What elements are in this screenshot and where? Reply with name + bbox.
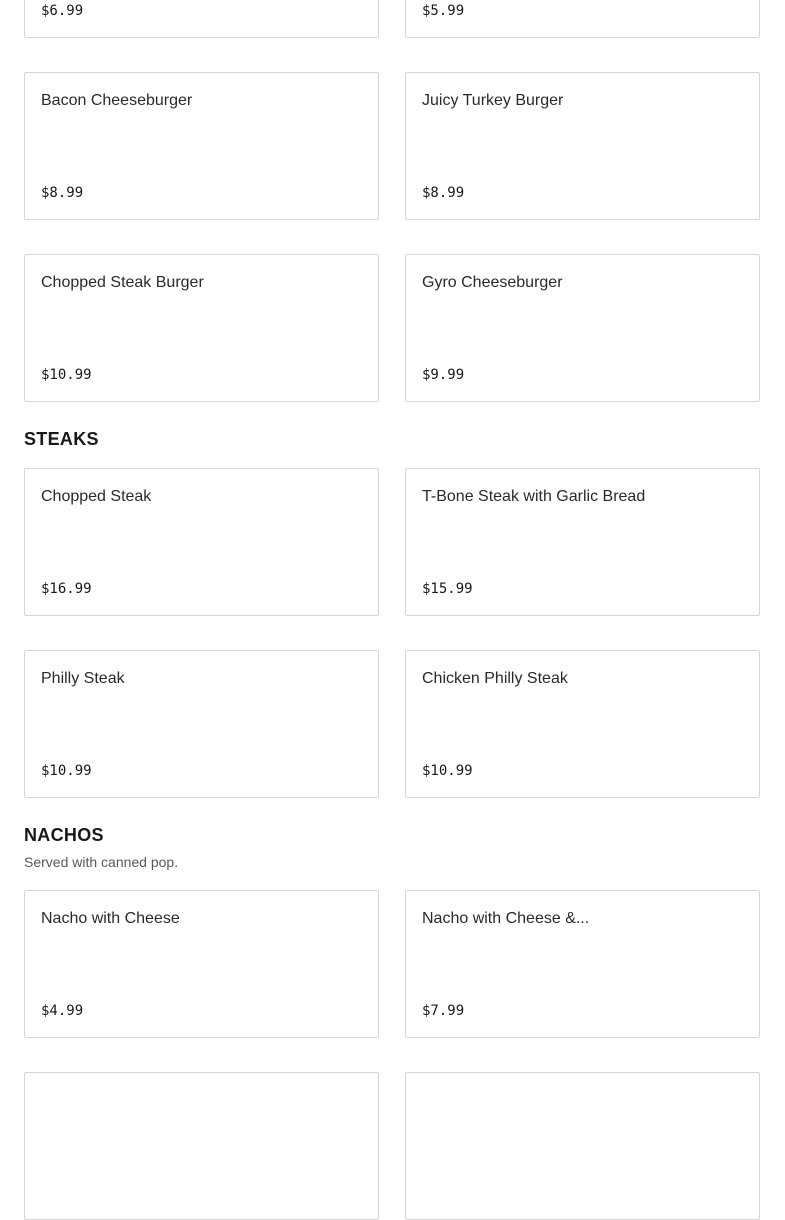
- menu-item-card[interactable]: [405, 72, 760, 220]
- menu-item-card[interactable]: [24, 0, 379, 38]
- item-price: $7.99: [422, 1003, 465, 1019]
- menu-item-card[interactable]: [24, 468, 379, 616]
- menu-item-card[interactable]: [24, 72, 379, 220]
- menu-item-card[interactable]: [24, 1072, 379, 1220]
- item-price: $15.99: [422, 581, 473, 597]
- item-price: $10.99: [41, 367, 92, 383]
- menu-item-card[interactable]: [405, 468, 760, 616]
- item-name: Chopped Steak Burger: [41, 274, 204, 291]
- item-name: Nacho with Cheese: [41, 910, 180, 927]
- item-price: $8.99: [422, 185, 465, 201]
- menu-item-card[interactable]: [405, 0, 760, 38]
- menu-item-card[interactable]: [405, 254, 760, 402]
- item-name: Chopped Steak: [41, 488, 152, 505]
- item-price: $5.99: [422, 3, 465, 19]
- menu-item-card[interactable]: [405, 650, 760, 798]
- menu-item-card[interactable]: [24, 650, 379, 798]
- item-name: Philly Steak: [41, 670, 125, 687]
- item-price: $10.99: [41, 763, 92, 779]
- section-title-steaks: STEAKS: [24, 429, 99, 449]
- menu-item-card[interactable]: [24, 254, 379, 402]
- section-description: Served with canned pop.: [24, 854, 179, 870]
- item-price: $9.99: [422, 367, 465, 383]
- menu-item-card[interactable]: [24, 890, 379, 1038]
- item-name: Gyro Cheeseburger: [422, 274, 563, 291]
- item-price: $8.99: [41, 185, 84, 201]
- item-price: $16.99: [41, 581, 92, 597]
- item-name: Nacho with Cheese &...: [422, 910, 590, 927]
- item-price: $10.99: [422, 763, 473, 779]
- menu-item-card[interactable]: [405, 1072, 760, 1220]
- section-title-nachos: NACHOS: [24, 825, 104, 845]
- item-name: T-Bone Steak with Garlic Bread: [422, 488, 646, 505]
- item-price: $4.99: [41, 1003, 84, 1019]
- menu-item-card[interactable]: [405, 890, 760, 1038]
- item-name: Juicy Turkey Burger: [422, 92, 564, 109]
- item-price: $6.99: [41, 3, 84, 19]
- item-name: Chicken Philly Steak: [422, 670, 568, 687]
- item-name: Bacon Cheeseburger: [41, 92, 193, 109]
